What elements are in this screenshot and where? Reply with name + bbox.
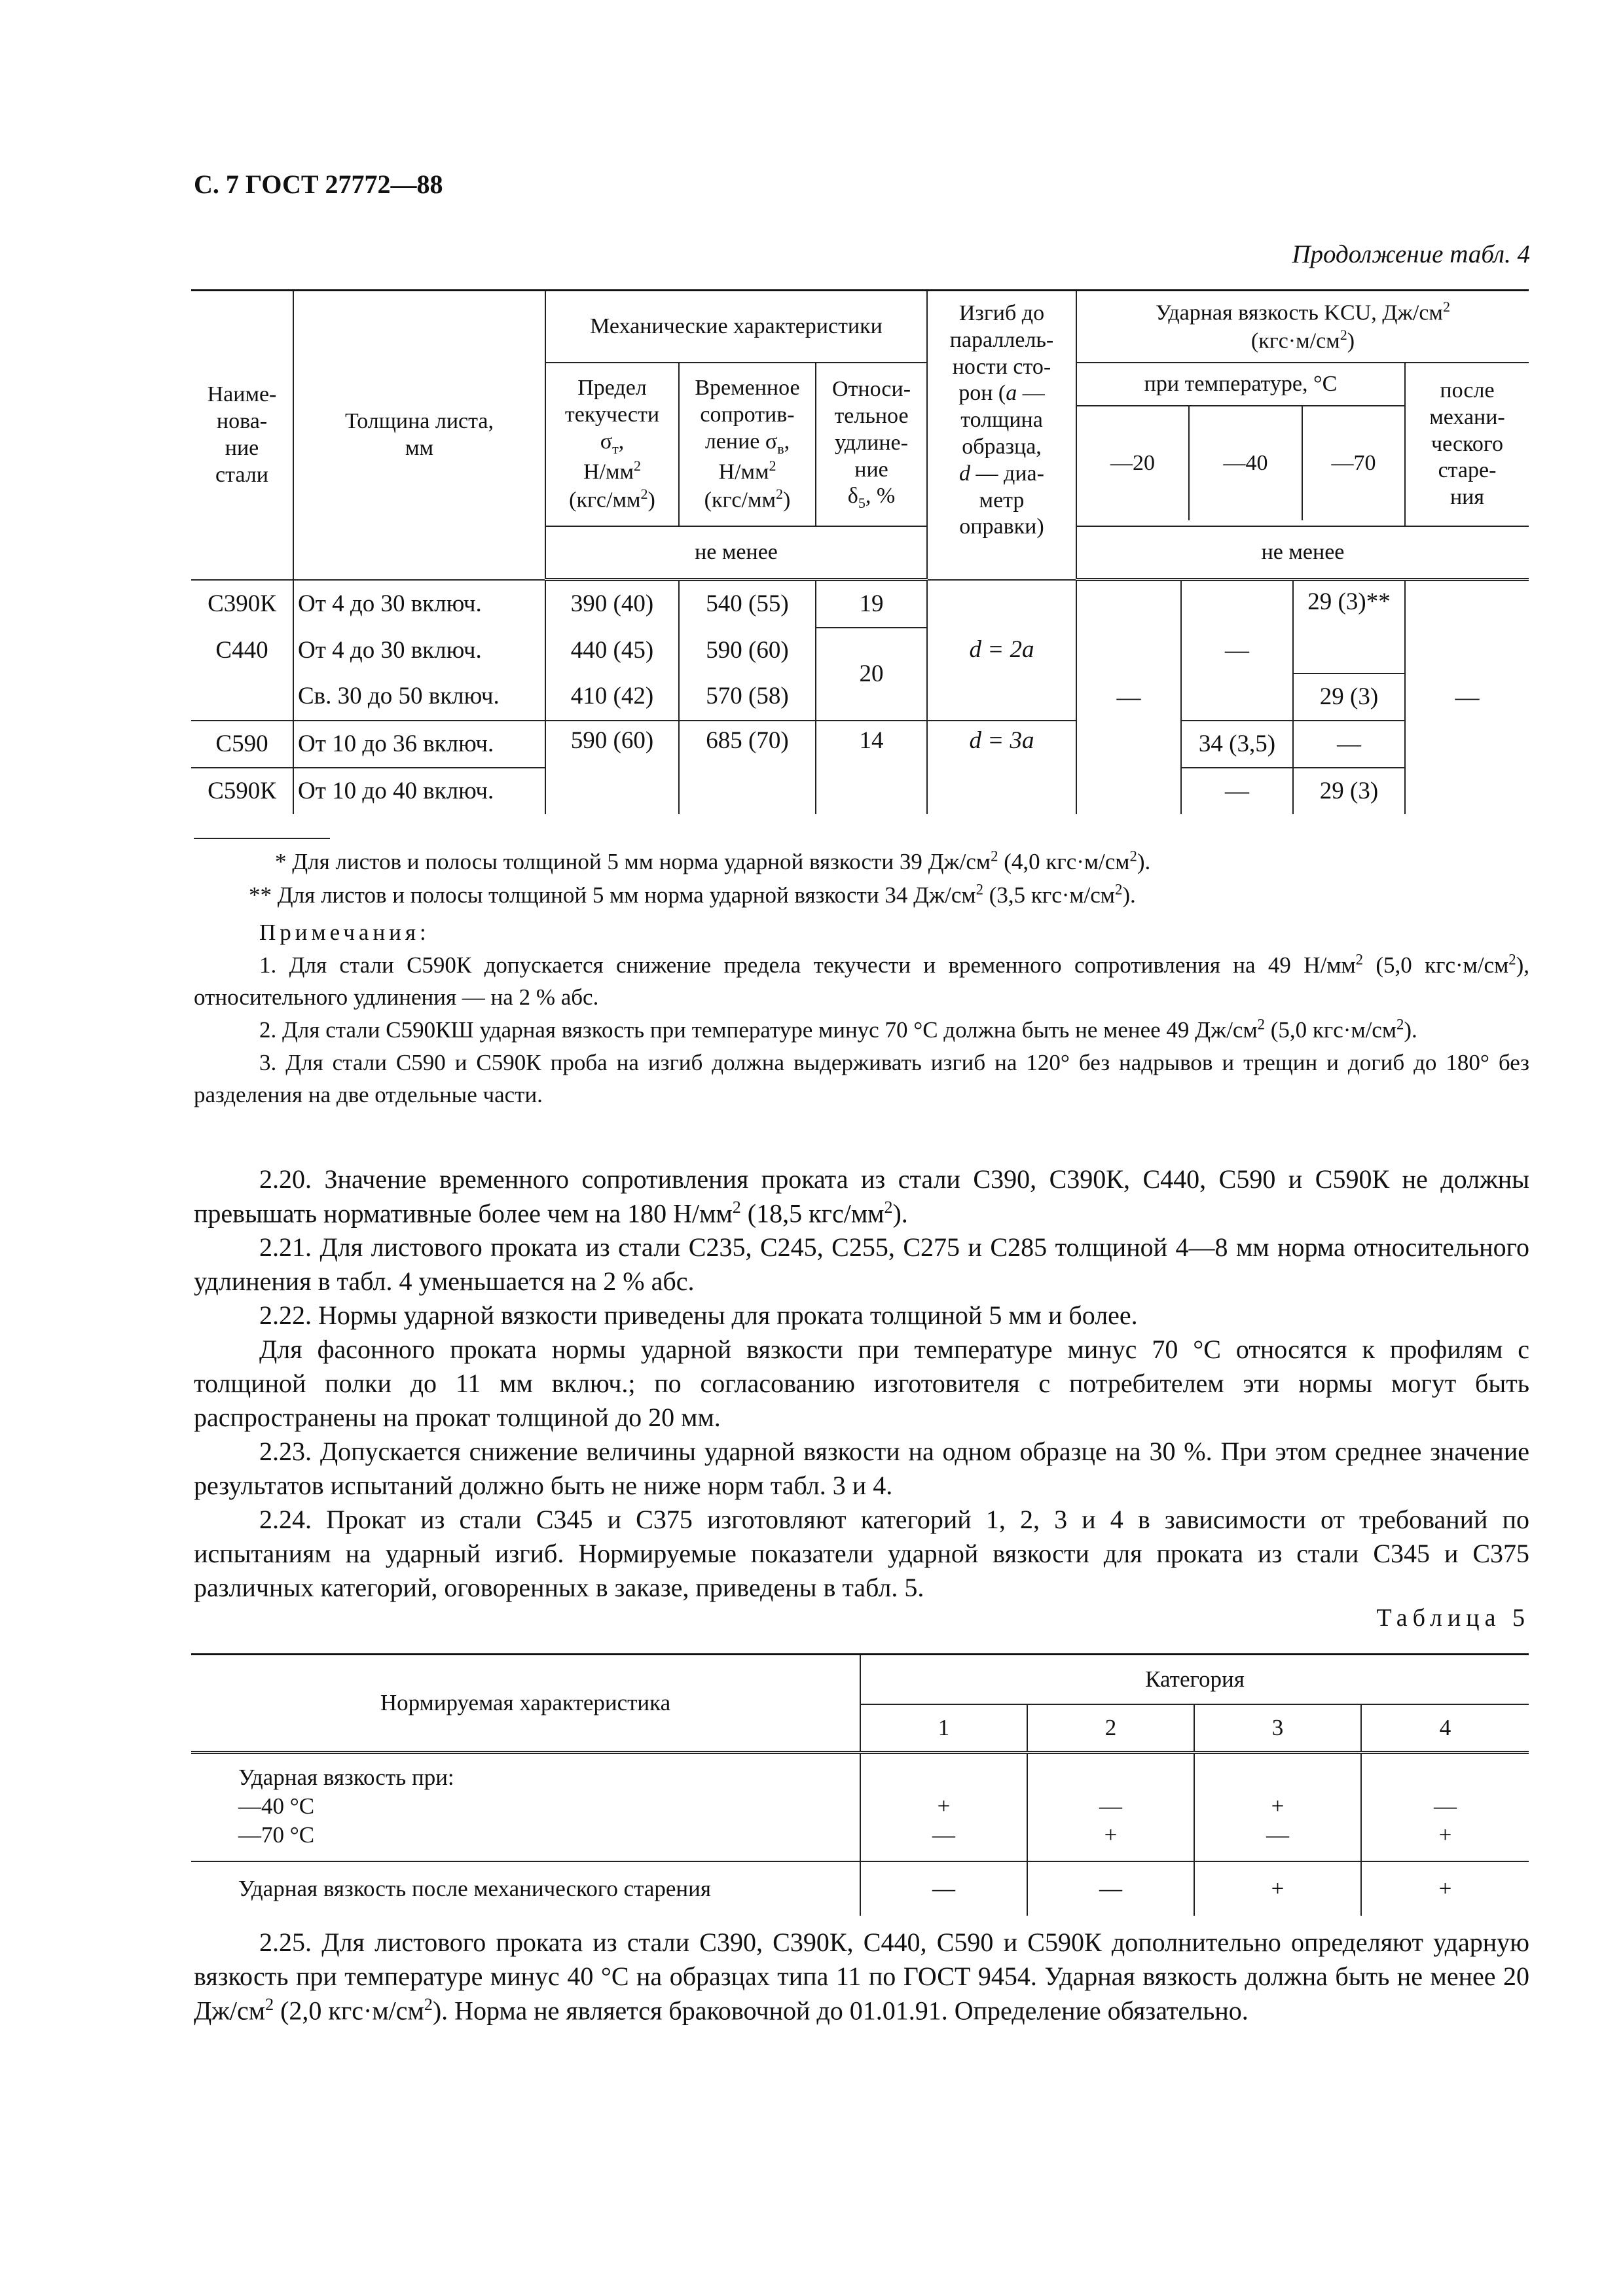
table-row: С390К От 4 до 30 включ. 390 (40) 540 (55) 19 d = 2a — — 29 (3)** — [191,580,1529,628]
col-elongation: Относи- тельное удлине- ние $\delta_5$, % [816,363,927,526]
col-tensile: Временное сопротив- ление $\sigma_в$, $Н/мм^2$ $(кгс/мм^2)$ [679,363,816,526]
col-temperature: при температуре, °С [1077,363,1404,406]
paragraph-2-20: 2.20. Значение временного сопротивления проката из стали С390, С390К, С440, С590 и С590К не должны превышать нормативные более чем на 180 $Н/мм^2$ (18,5 кгс/$мм^2$). [194,1164,1529,1229]
col-impact: Ударная вязкость KCU, $Дж/см^2$ $(кгс\cdot м/см^2)$ [1076,291,1529,363]
col-temp-40: —40 [1190,406,1303,520]
table4-continuation: Продолжение табл. 4 [1292,240,1530,268]
paragraph-2-23: 2.23. Допускается снижение величины ударной вязкости на одном образце на 30 %. При этом среднее значение результатов испытаний должно быть не ниже норм табл. 3 и 4. [194,1437,1529,1501]
paragraph-2-25: 2.25. Для листового проката из стали С390, С390К, С440, С590 и С590К дополнительно определяют ударную вязкость при температуре минус 40 °С на образцах типа 11 по ГОСТ 9454. Ударная вязкость должна быть не менее 20 $Дж/см^2$ (2,0 $кгс\cdot м/см^2$). Норма не является браковочной до 01.01.91. Определение обязательно. [194,1928,1529,2026]
table-row: С440 От 4 до 30 включ. 440 (45) 590 (60) 20 [191,628,1529,673]
table-row: С590К От 10 до 40 включ. — 29 (3) [191,768,1529,814]
table5-title: Таблица 5 [1376,1604,1530,1632]
col-characteristic: Нормируемая характеристика [191,1655,860,1753]
notes-title: Примечания: [259,920,430,945]
col-temp-70: —70 [1331,450,1376,475]
cat-3: 3 [1194,1704,1361,1753]
cat-2: 2 [1027,1704,1194,1753]
table-row: С590 От 10 до 36 включ. 590 (60) 685 (70) 14 d = 3a 34 (3,5) — [191,721,1529,768]
col-mechanical: Механические характеристики [545,291,927,363]
paragraph-2-24: 2.24. Прокат из стали С345 и С375 изготовляют категорий 1, 2, 3 и 4 в зависимости от требований по испытаниям на ударный изгиб. Нормируемые показатели ударной вязкости для проката из стали С345 и С375 различных категорий, оговоренных в заказе, приведены в табл. 5. [194,1505,1529,1603]
note-1: 1. Для стали С590К допускается снижение предела текучести и временного сопротивления на 49 $Н/мм^2$ (5,0 $кгс\cdot м/см^2$), относительного удлинения — на 2 % абс. [194,951,1530,1011]
paragraph-2-22b: Для фасонного проката нормы ударной вязкости при температуре минус 70 °С относятся к профилям с толщиной полки до 11 мм включ.; по согласованию изготовителя с потребителем эти нормы могут быть распространены на прокат толщиной до 20 мм. [194,1335,1529,1433]
col-bend: Изгиб до параллель- ности сто- рон (a — толщина образца, d — диа- метр оправки) [927,291,1076,580]
cat-4: 4 [1361,1704,1529,1753]
table-5 [191,1653,1529,1916]
col-category: Категория [860,1655,1529,1705]
paragraph-2-22: 2.22. Нормы ударной вязкости приведены для проката толщиной 5 мм и более. [259,1300,1138,1331]
table-row: Ударная вязкость при: [191,1753,1529,1792]
table-row: Св. 30 до 50 включ. 410 (42) 570 (58) 29 (3) [191,673,1529,721]
table-row: Ударная вязкость после механического старения — — + + [191,1861,1529,1916]
col-steel-name: Наиме- нова- ние стали [191,291,293,580]
footnote-divider [194,838,330,839]
col-yield: Предел текучести $\sigma_т$, $Н/мм^2$ $(кгс/мм^2)$ [545,363,679,526]
page-title: С. 7 ГОСТ 27772—88 [194,170,443,199]
col-temp-20: —20 [1077,406,1190,520]
footnote-2: ** Для листов и полосы толщиной 5 мм норма ударной вязкости 34 $Дж/см^2$ (3,5 $кгс\cdot м/см^2$). [249,881,1136,908]
body-text [194,1162,1529,1605]
paragraph-2-21: 2.21. Для листового проката из стали С235, С245, С255, С275 и С285 толщиной 4—8 мм норма относительного удлинения в табл. 4 уменьшается на 2 % абс. [194,1232,1529,1297]
table-row: —40 °С + — + — [191,1792,1529,1821]
footnote-1: * Для листов и полосы толщиной 5 мм норма ударной вязкости 39 $Дж/см^2$ (4,0 $кгс\cdot м/см^2$). [275,848,1151,874]
cat-1: 1 [860,1704,1027,1753]
table-4 [191,289,1529,814]
temp-group [1076,363,1405,526]
note-2: 2. Для стали С590КШ ударная вязкость при температуре минус 70 °С должна быть не менее 49 $Дж/см^2$ (5,0 $кгс\cdot м/см^2$). [259,1016,1417,1043]
not-less-mech: не менее [545,526,927,580]
notes [194,916,1529,1111]
note-3: 3. Для стали С590 и С590К проба на изгиб должна выдерживать изгиб на 120° без надрывов и трещин и догиб до 180° без разделения на две отдельные части. [194,1049,1529,1108]
body-text-2 [194,1926,1529,2028]
col-aging: после механи- ческого старе- ния [1405,363,1529,526]
col-thickness: Толщина листа, мм [293,291,545,580]
table-row: —70 °С — + — + [191,1821,1529,1862]
not-less-impact: не менее [1076,526,1529,580]
